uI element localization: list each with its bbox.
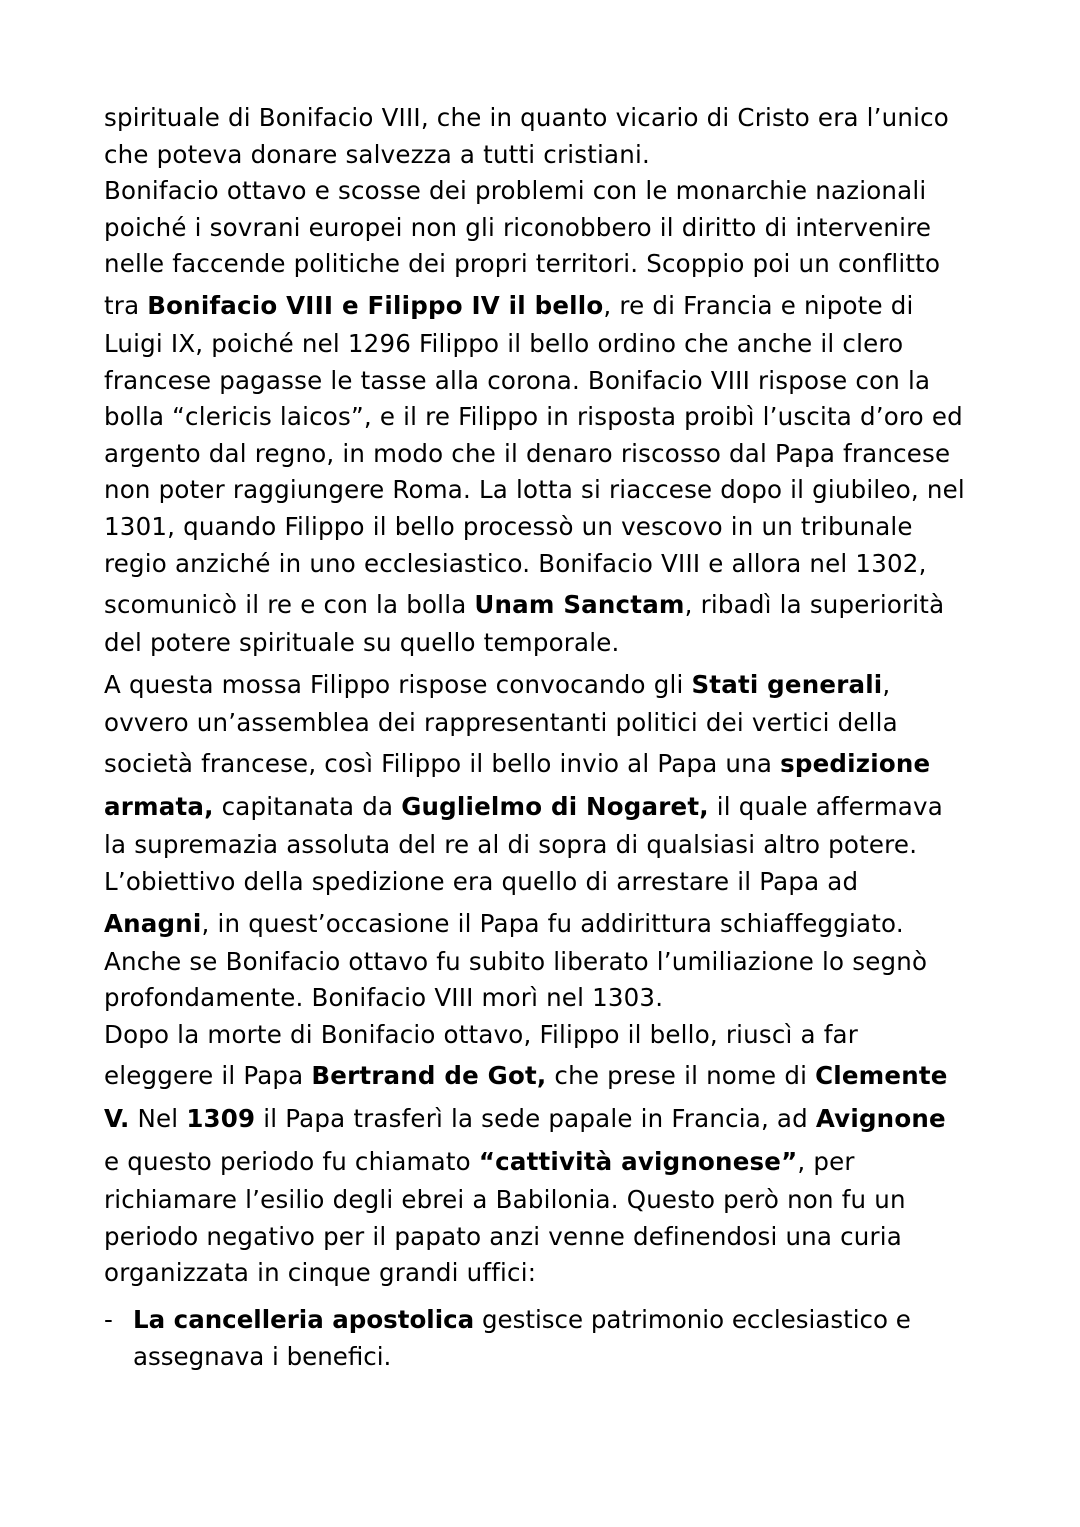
text-segment: la supremazia assoluta del re al di sopra di qualsiasi altro potere. <box>104 830 918 860</box>
text-line <box>133 1300 1004 1337</box>
bold-term: 1309 <box>186 1104 256 1134</box>
text-line <box>104 784 1004 827</box>
text-segment: A questa mossa Filippo rispose convocando gli <box>104 669 692 699</box>
text-segment: profondamente. Bonifacio VIII morì nel 1303. <box>104 983 664 1013</box>
text-line <box>133 1337 1004 1374</box>
text-segment: , <box>882 669 891 699</box>
text-segment: L’obiettivo della spedizione era quello di arrestare il Papa ad <box>104 866 859 896</box>
text-segment: non poter raggiungere Roma. La lotta si riaccese dopo il giubileo, nel <box>104 475 965 505</box>
bold-term: Anagni <box>104 908 202 938</box>
text-segment: il Papa trasferì la sede papale in Francia, ad <box>255 1104 816 1134</box>
text-segment: organizzata in cinque grandi uffici: <box>104 1258 537 1288</box>
text-line <box>104 546 1004 583</box>
text-segment: scomunicò il re e con la bolla <box>104 590 475 620</box>
text-line <box>104 326 1004 363</box>
text-segment: bolla “clericis laicos”, e il re Filippo in risposta proibì l’uscita d’oro ed <box>104 402 963 432</box>
text-segment: e questo periodo fu chiamato <box>104 1147 479 1177</box>
text-line <box>104 827 1004 864</box>
text-line <box>104 944 1004 981</box>
bold-term: Clemente <box>815 1061 948 1091</box>
text-segment: francese pagasse le tasse alla corona. Bonifacio VIII rispose con la <box>104 365 931 395</box>
body-text <box>104 100 1004 1292</box>
text-segment: spirituale di Bonifacio VIII, che in quanto vicario di Cristo era l’unico <box>104 103 949 132</box>
text-line <box>104 662 1004 705</box>
text-segment: , ribadì la superiorità <box>684 590 945 620</box>
text-line <box>104 246 1004 283</box>
text-line <box>104 582 1004 625</box>
text-line <box>104 1096 1004 1139</box>
text-line <box>104 472 1004 509</box>
text-segment: Dopo la morte di Bonifacio ottavo, Filippo il bello, riuscì a far <box>104 1019 859 1049</box>
text-segment: ovvero un’assemblea dei rappresentanti politici dei vertici della <box>104 707 898 737</box>
bold-term: Bonifacio VIII e Filippo IV il bello <box>147 290 604 320</box>
text-line <box>104 363 1004 400</box>
text-line <box>104 1255 1004 1292</box>
bold-term: “cattività avignonese” <box>478 1147 798 1177</box>
text-line <box>104 173 1004 210</box>
bold-term: Unam Sanctam <box>474 590 685 620</box>
text-line <box>104 283 1004 326</box>
text-segment: richiamare l’esilio degli ebrei a Babilonia. Questo però non fu un <box>104 1185 906 1215</box>
text-line <box>104 1017 1004 1054</box>
bold-term: armata, <box>104 792 214 822</box>
text-segment: gestisce patrimonio ecclesiastico e <box>474 1305 911 1334</box>
text-line <box>104 1182 1004 1219</box>
bold-term: Bertrand de Got, <box>311 1061 547 1091</box>
text-segment: 1301, quando Filippo il bello processò un vescovo in un tribunale <box>104 511 913 541</box>
text-segment: Luigi IX, poiché nel 1296 Filippo il bello ordino che anche il clero <box>104 328 904 358</box>
text-line <box>104 210 1004 247</box>
bullet-marker: - <box>104 1305 113 1334</box>
text-line <box>104 1139 1004 1182</box>
text-line <box>104 705 1004 742</box>
text-segment: , re di Francia e nipote di <box>603 290 914 320</box>
bold-term: Avignone <box>815 1104 946 1134</box>
text-segment: Nel <box>129 1104 187 1134</box>
text-segment: capitanata da <box>213 792 402 822</box>
text-segment: eleggere il Papa <box>104 1061 312 1091</box>
text-line <box>104 399 1004 436</box>
bold-term: Stati generali <box>691 669 883 699</box>
text-segment: argento dal regno, in modo che il denaro riscosso dal Papa francese <box>104 438 951 468</box>
bullet-text <box>133 1300 1004 1373</box>
text-line <box>104 980 1004 1017</box>
text-line <box>104 741 1004 784</box>
bullet-list-item <box>104 1300 1004 1373</box>
text-segment: che prese il nome di <box>546 1061 816 1091</box>
text-line <box>104 1053 1004 1096</box>
text-segment: , per <box>797 1147 855 1177</box>
text-line <box>104 1219 1004 1256</box>
text-segment: periodo negativo per il papato anzi venne definendosi una curia <box>104 1221 902 1251</box>
text-line <box>104 901 1004 944</box>
text-line <box>104 436 1004 473</box>
text-segment: società francese, così Filippo il bello invio al Papa una <box>104 749 781 779</box>
text-segment: poiché i sovrani europei non gli riconobbero il diritto di intervenire <box>104 212 932 242</box>
text-segment: il quale affermava <box>708 792 943 822</box>
text-line <box>104 625 1004 662</box>
bold-term: Guglielmo di Nogaret, <box>401 792 709 822</box>
text-line <box>104 137 1004 174</box>
text-segment: che poteva donare salvezza a tutti cristiani. <box>104 139 650 169</box>
text-line <box>104 100 1004 137</box>
bold-term: V. <box>104 1104 130 1134</box>
text-segment: nelle faccende politiche dei propri territori. Scoppio poi un conflitto <box>104 249 941 279</box>
bold-term: La cancelleria apostolica <box>133 1305 475 1334</box>
bold-term: spedizione <box>780 749 931 779</box>
text-line <box>104 509 1004 546</box>
text-segment: Anche se Bonifacio ottavo fu subito liberato l’umiliazione lo segnò <box>104 946 928 976</box>
text-segment: assegnava i benefici. <box>133 1341 392 1371</box>
text-line <box>104 864 1004 901</box>
text-segment: tra <box>104 290 148 320</box>
text-segment: del potere spirituale su quello temporale. <box>104 628 620 658</box>
text-segment: Bonifacio ottavo e scosse dei problemi con le monarchie nazionali <box>104 176 927 206</box>
text-segment: regio anziché in uno ecclesiastico. Bonifacio VIII e allora nel 1302, <box>104 548 927 578</box>
text-segment: , in quest’occasione il Papa fu addirittura schiaffeggiato. <box>201 908 904 938</box>
